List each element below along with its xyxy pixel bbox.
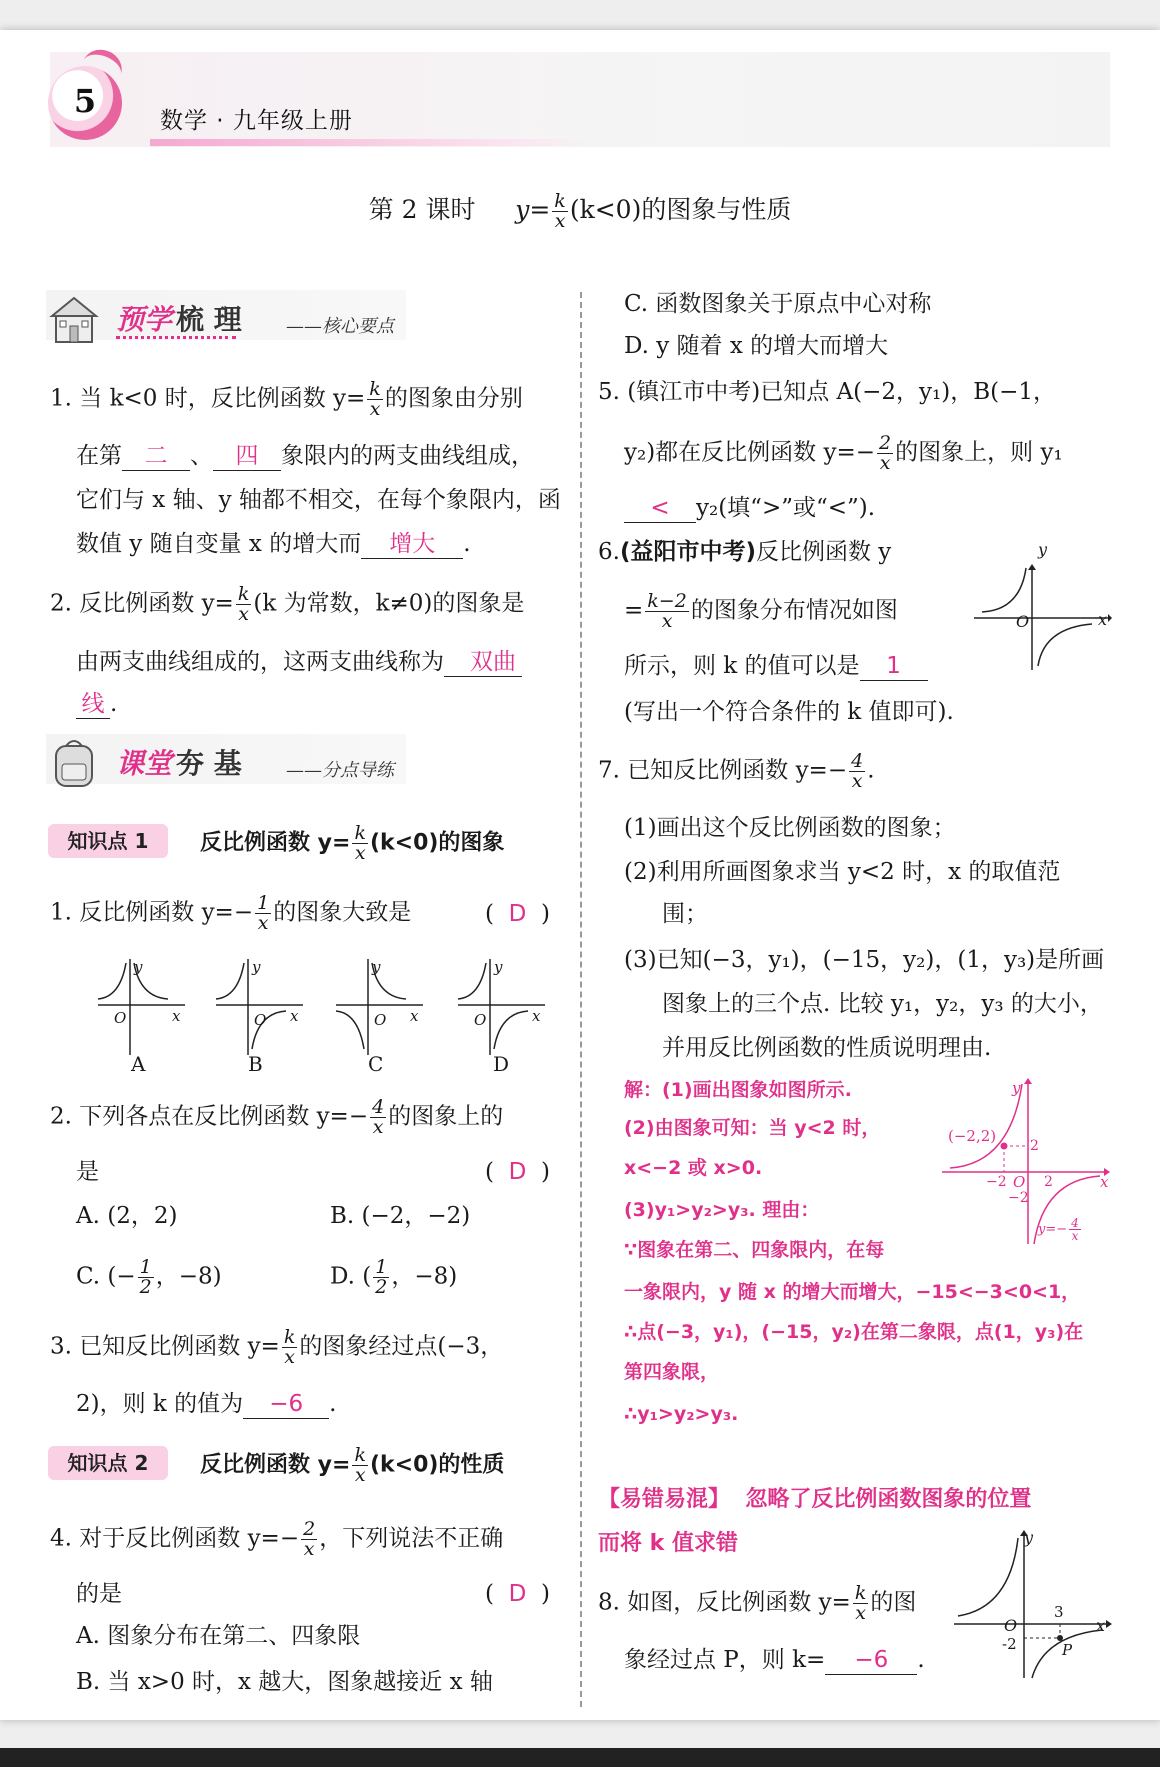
origin-label: O <box>474 1011 487 1029</box>
frac-num: k <box>283 1326 296 1348</box>
backpack-icon <box>46 738 102 788</box>
q7-part1: (1)画出这个反比例函数的图象； <box>624 815 956 841</box>
frac-den: x <box>1071 1229 1079 1243</box>
answer: D <box>508 1581 527 1607</box>
bottom-bar <box>0 1748 1160 1767</box>
solution-line: ∴y₁>y₂>y₃. <box>624 1403 739 1425</box>
mistake-tag: 【易错易混】 <box>598 1487 731 1512</box>
q7-part2b: 围； <box>662 901 708 927</box>
frac-num: 1 <box>139 1256 152 1278</box>
frac-den: x <box>661 610 673 632</box>
axis-x-label: x <box>290 1007 299 1025</box>
fraction <box>301 1520 317 1559</box>
axis-x-label: x <box>410 1007 419 1025</box>
text: 1. 当 k<0 时，反比例函数 y= <box>50 385 366 412</box>
q6-line4: (写出一个符合条件的 k 值即可). <box>624 699 954 725</box>
tick-label: -2 <box>1002 1635 1017 1653</box>
page-number-badge <box>48 66 122 140</box>
q2-option-d <box>330 1258 457 1297</box>
frac-num: 4 <box>372 1096 385 1118</box>
q8-line2 <box>624 1644 925 1676</box>
axis-x-label: x <box>172 1007 181 1025</box>
frac-num: 2 <box>879 432 892 454</box>
solution-line: (2)由图象可知：当 y<2 时， <box>624 1117 881 1139</box>
knowledge-point-1 <box>48 822 568 864</box>
q6-line3 <box>624 650 928 682</box>
text: 反比例函数 y <box>755 539 892 565</box>
fraction <box>849 752 865 791</box>
frac-num: k <box>354 822 366 844</box>
origin-label: O <box>114 1009 127 1027</box>
option-label: D <box>493 1052 510 1076</box>
q2-answer: ( D ) <box>485 1159 550 1185</box>
text: 3. 已知反比例函数 y= <box>50 1333 280 1360</box>
fraction <box>352 1446 368 1485</box>
solution-line: 解：(1)画出图象如图所示. <box>624 1079 852 1101</box>
q7-part2a: (2)利用所画图象求当 y<2 时，x 的取值范 <box>624 859 1061 885</box>
text: ，下列说法不正确 <box>319 1525 504 1552</box>
q2-option-c <box>76 1258 222 1297</box>
text: 的图象分布情况如图 <box>690 597 898 624</box>
fraction <box>236 585 252 624</box>
tick-label: −2 <box>1008 1190 1029 1206</box>
answer-blank: −6 <box>825 1646 917 1675</box>
kp1-title <box>200 824 504 863</box>
text: 的图象由分别 <box>384 385 523 412</box>
origin-label: O <box>1013 1173 1026 1191</box>
frac-den: x <box>257 912 269 934</box>
origin-label: O <box>1004 1616 1018 1635</box>
point-label: (−2,2) <box>948 1127 997 1145</box>
fraction <box>352 824 368 863</box>
pre-q2-line2 <box>76 646 522 678</box>
text: (k<0)的图象 <box>369 830 505 856</box>
frac-num: 4 <box>1071 1216 1079 1230</box>
paren: ) <box>540 901 550 927</box>
frac-den: 2 <box>375 1276 388 1298</box>
tick-label: 2 <box>1030 1138 1039 1154</box>
answer-blank: 二 <box>122 442 190 471</box>
text: 的图象上的 <box>388 1103 504 1130</box>
header-underline <box>150 139 590 146</box>
frac-den: x <box>354 842 366 864</box>
answer-blank: 双曲 <box>444 648 522 677</box>
text: 数值 y 随自变量 x 的增大而 <box>76 531 362 557</box>
frac-den: x <box>554 210 566 232</box>
section1-title-pink: 预学 <box>116 303 173 336</box>
q6-line2 <box>624 592 898 631</box>
frac-den: x <box>855 1602 866 1624</box>
pre-q2-line3 <box>76 688 117 720</box>
q7-solution-graph <box>940 1076 1110 1246</box>
fraction <box>373 1258 389 1297</box>
lesson-fraction <box>552 192 568 231</box>
q2-line2: 是 <box>76 1159 99 1185</box>
frac-den: x <box>303 1538 315 1560</box>
axis-x-label: x <box>1096 1616 1106 1635</box>
axis-y-label: y <box>134 958 143 976</box>
text: (k<0)的性质 <box>369 1452 505 1478</box>
q7-part3b: 图象上的三个点. 比较 y₁，y₂，y₃ 的大小， <box>662 991 1103 1017</box>
fraction <box>370 1098 386 1137</box>
fraction <box>853 1584 869 1623</box>
mistake-line2: 而将 k 值求错 <box>598 1531 738 1556</box>
q4-option-a: A. 图象分布在第二、四象限 <box>76 1623 361 1649</box>
text: 在第 <box>76 443 122 469</box>
q2-option-b: B. (−2，−2) <box>330 1203 471 1229</box>
frac-den: x <box>369 398 381 420</box>
answer: D <box>508 1159 527 1185</box>
section1-subtitle: ——核心要点 <box>286 316 394 337</box>
pre-q1-line4 <box>76 528 471 560</box>
answer-blank: 增大 <box>361 530 463 559</box>
answer-blank: 四 <box>213 442 281 471</box>
text: 所示，则 k 的值可以是 <box>624 653 860 679</box>
text: 2)，则 k 的值为 <box>76 1391 244 1417</box>
section2-title-pink: 课堂 <box>116 747 173 780</box>
mistake-line1 <box>598 1484 1031 1516</box>
kp2-tag: 知识点 2 <box>48 1446 168 1480</box>
q4-line2: 的是 <box>76 1581 122 1607</box>
frac-num: k <box>854 1582 867 1604</box>
frac-num: k <box>554 190 566 212</box>
q2-option-a: A. (2，2) <box>76 1203 178 1229</box>
pre-q1-line2 <box>76 440 534 472</box>
origin-label: O <box>1016 612 1030 631</box>
text: D. ( <box>330 1263 372 1290</box>
answer-blank: 线 <box>76 690 110 719</box>
q4-option-c: C. 函数图象关于原点中心对称 <box>624 291 932 317</box>
text: . <box>867 757 875 784</box>
text: 的图象经过点(−3， <box>299 1333 504 1360</box>
text: 反比例函数 y= <box>200 1452 351 1478</box>
text: (k 为常数，k≠0)的图象是 <box>253 590 525 617</box>
text: 8. 如图，反比例函数 y= <box>598 1589 851 1616</box>
text: y₂)都在反比例函数 y=− <box>624 439 876 466</box>
frac-den: x <box>851 770 863 792</box>
text: 1. 反比例函数 y=− <box>50 899 254 926</box>
frac-num: k <box>237 583 250 605</box>
axis-y-label: y <box>1012 1079 1021 1097</box>
q5-line1: 5. (镇江市中考)已知点 A(−2，y₁)，B(−1， <box>598 379 1056 405</box>
axis-x-label: x <box>1100 1173 1109 1191</box>
frac-num: 2 <box>303 1518 316 1540</box>
text: 象经过点 P，则 k= <box>624 1647 826 1673</box>
text: = <box>624 597 644 624</box>
text: . <box>329 1391 337 1417</box>
axis-y-label: y <box>1024 1528 1034 1547</box>
axis-x-label: x <box>532 1007 541 1025</box>
fraction <box>877 434 893 473</box>
lesson-title <box>0 190 1160 231</box>
text: C. (− <box>76 1263 136 1290</box>
axis-y-label: y <box>1038 540 1048 559</box>
curve-label <box>1038 1214 1083 1246</box>
frac-den: x <box>372 1116 384 1138</box>
solution-line: 第四象限， <box>624 1361 720 1383</box>
text: 7. 已知反比例函数 y=− <box>598 757 848 784</box>
q8-line1 <box>598 1584 916 1623</box>
kp2-title <box>200 1446 504 1485</box>
axis-y-label: y <box>252 958 261 976</box>
q7-part3a: (3)已知(−3，y₁)，(−15，y₂)，(1，y₃)是所画 <box>624 947 1105 973</box>
frac-num: k <box>369 378 381 400</box>
source: (益阳市中考) <box>619 539 756 565</box>
tick-label: 2 <box>1044 1174 1053 1190</box>
lesson-suffix: (k<0)的图象与性质 <box>569 195 792 224</box>
axis-x-label: x <box>1098 610 1108 629</box>
answer-blank: 1 <box>860 652 928 681</box>
section1-title-dark: 梳 理 <box>176 303 242 336</box>
text: 4. 对于反比例函数 y=− <box>50 1525 300 1552</box>
text: 2. 下列各点在反比例函数 y=− <box>50 1103 369 1130</box>
solution-line: (3)y₁>y₂>y₃. 理由： <box>624 1199 820 1221</box>
pre-q1-line1 <box>50 380 523 419</box>
school-house-icon <box>46 294 102 344</box>
solution-line: 一象限内，y 随 x 的增大而增大，−15<−3<0<1， <box>624 1281 1081 1303</box>
q3-line2 <box>76 1388 336 1420</box>
text: 的图象上，则 y₁ <box>895 439 1063 466</box>
origin-label: O <box>374 1011 387 1029</box>
q7-line1 <box>598 752 875 791</box>
point-label: P <box>1062 1641 1073 1659</box>
q4-option-d: D. y 随着 x 的增大而增大 <box>624 333 889 359</box>
dots-decoration <box>116 336 236 339</box>
q4-option-b: B. 当 x>0 时，x 越大，图象越接近 x 轴 <box>76 1669 493 1695</box>
text: 反比例函数 y= <box>200 830 351 856</box>
q1-answer <box>485 898 550 930</box>
answer-blank: < <box>624 494 696 523</box>
text: ，−8) <box>391 1263 458 1290</box>
q3-text <box>50 1328 503 1367</box>
text: 、 <box>190 443 213 469</box>
option-label: C <box>368 1052 384 1076</box>
frac-den: 2 <box>139 1276 152 1298</box>
pre-q2-line1 <box>50 585 524 624</box>
frac-den: x <box>879 452 891 474</box>
tick-label: −2 <box>986 1174 1007 1190</box>
q7-part3c: 并用反比例函数的性质说明理由. <box>662 1035 992 1061</box>
knowledge-point-2 <box>48 1444 568 1486</box>
q5-line2 <box>624 434 1063 473</box>
text: y₂(填“>”或“<”). <box>696 495 876 521</box>
text: 象限内的两支曲线组成， <box>281 443 534 469</box>
axis-y-label: y <box>372 958 381 976</box>
text: . <box>110 691 118 717</box>
q4-text <box>50 1520 503 1559</box>
option-label: A <box>131 1052 146 1076</box>
section2-title-dark: 夯 基 <box>176 747 242 780</box>
q2-text <box>50 1098 503 1137</box>
frac-num: 1 <box>375 1256 388 1278</box>
book-title: 数学 · 九年级上册 <box>160 108 353 134</box>
fraction <box>138 1258 154 1297</box>
text: 的图象大致是 <box>273 899 412 926</box>
frac-den: x <box>238 603 249 625</box>
text: . <box>463 531 471 557</box>
text: 的图 <box>870 1589 917 1616</box>
answer-blank: −6 <box>243 1390 329 1419</box>
solution-line: ∴点(−3，y₁)，(−15，y₂)在第二象限，点(1，y₃)在 <box>624 1321 1084 1343</box>
text: . <box>917 1647 925 1673</box>
option-label: B <box>248 1052 263 1076</box>
frac-den: x <box>354 1464 366 1486</box>
frac-num: 1 <box>257 892 270 914</box>
fraction <box>367 380 383 419</box>
section-banner-practice <box>46 734 406 784</box>
q4-answer: ( D ) <box>485 1581 550 1607</box>
solution-line: ∵图象在第二、四象限内，在每 <box>624 1239 885 1261</box>
origin-label: O <box>254 1011 267 1029</box>
tick-label: 3 <box>1054 1603 1064 1621</box>
frac-num: k <box>354 1444 366 1466</box>
kp1-tag: 知识点 1 <box>48 824 168 858</box>
fraction <box>1069 1217 1081 1242</box>
pre-q1-line3: 它们与 x 轴、y 轴都不相交，在每个象限内，函 <box>76 487 561 513</box>
q1-text <box>50 894 411 933</box>
text: 6. <box>598 539 620 565</box>
answer: D <box>508 901 527 927</box>
text: 忽略了反比例函数图象的位置 <box>745 1487 1032 1512</box>
lesson-formula: y= <box>515 195 551 224</box>
q6-line1 <box>598 536 891 568</box>
solution-line: x<−2 或 x>0. <box>624 1157 763 1179</box>
fraction <box>645 592 689 631</box>
frac-num: k−2 <box>647 590 687 612</box>
axis-y-label: y <box>494 958 503 976</box>
text: y=− <box>1038 1222 1068 1237</box>
lesson-prefix: 第 2 课时 <box>368 195 476 224</box>
fraction <box>255 894 271 933</box>
q6-graph <box>972 562 1112 672</box>
text: 2. 反比例函数 y= <box>50 590 234 617</box>
paren: ( <box>485 901 494 927</box>
fraction <box>282 1328 298 1367</box>
frac-den: x <box>284 1346 295 1368</box>
section-banner-preview <box>46 290 406 340</box>
page-number: 5 <box>73 82 97 120</box>
section2-subtitle: ——分点导练 <box>286 760 394 781</box>
text: 由两支曲线组成的，这两支曲线称为 <box>76 649 444 675</box>
frac-num: 4 <box>851 750 864 772</box>
column-divider <box>580 292 582 1707</box>
q5-line3 <box>624 492 875 524</box>
text: ，−8) <box>155 1263 222 1290</box>
